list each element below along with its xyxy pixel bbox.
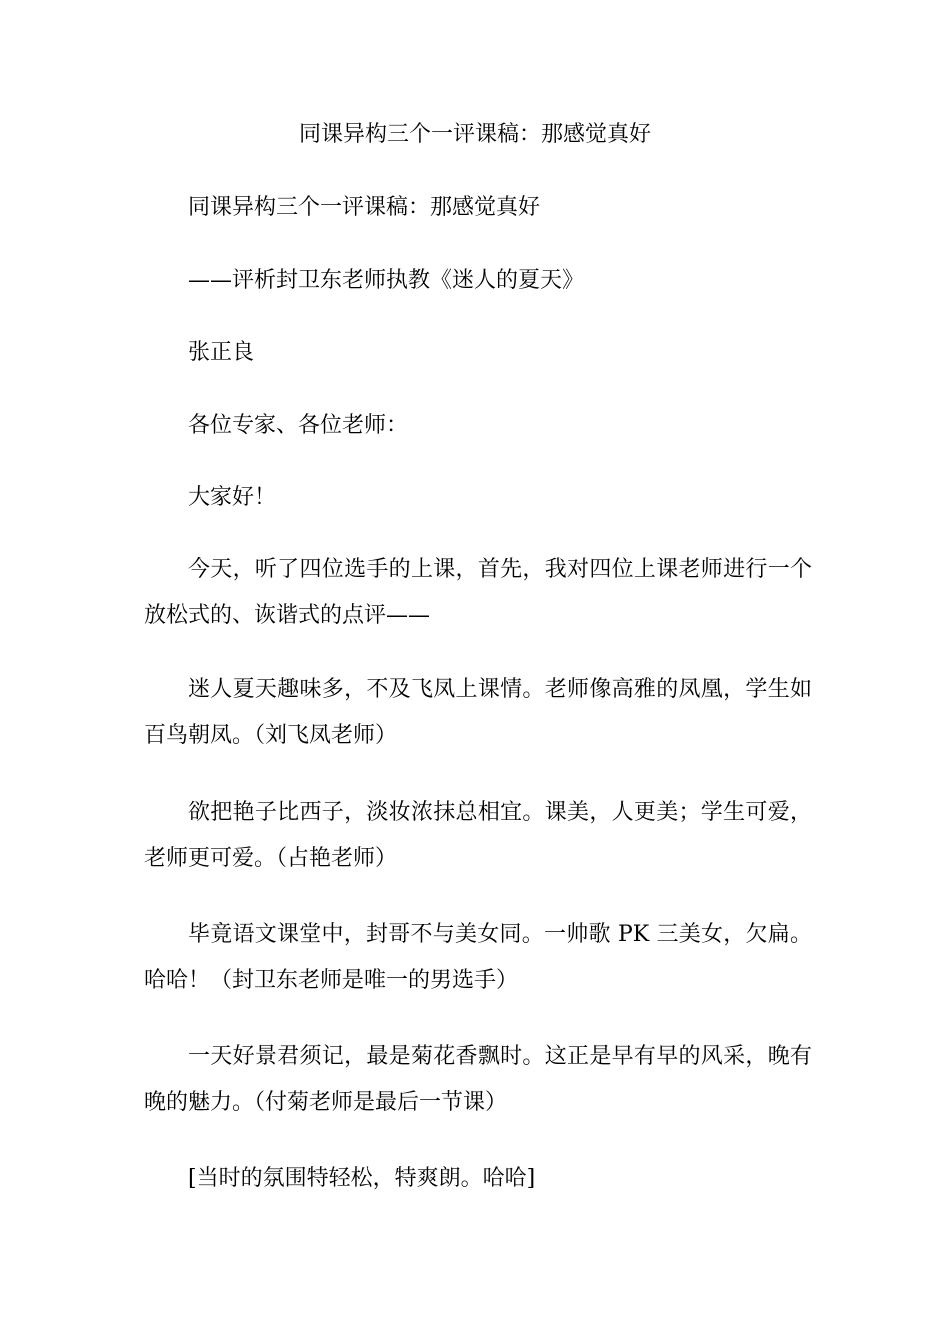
paragraph-subtitle: 同课异构三个一评课稿：那感觉真好 [188, 195, 541, 220]
paragraph-atmosphere-note: [当时的氛围特轻松，特爽朗。哈哈] [188, 1166, 536, 1191]
document-title: 同课异构三个一评课稿：那感觉真好 [298, 122, 651, 147]
paragraph-comment-fu: 一天好景君须记，最是菊花香飘时。这正是早有早的风采，晚有晚的魅力。（付菊老师是最后一节课） [144, 1044, 812, 1115]
paragraph-comment-feng: 毕竟语文课堂中，封哥不与美女同。一帅歌 PK 三美女，欠扁。哈哈！（封卫东老师是唯一的男选手） [144, 922, 812, 993]
paragraph-comment-liu: 迷人夏天趣味多，不及飞凤上课情。老师像高雅的凤凰，学生如百鸟朝凤。（刘飞凤老师） [144, 677, 812, 748]
paragraph-comment-zhan: 欲把艳子比西子，淡妆浓抹总相宜。课美，人更美；学生可爱，老师更可爱。（占艳老师） [144, 800, 812, 871]
paragraph-author: 张正良 [188, 340, 255, 365]
paragraph-review-subject: ——评析封卫东老师执教《迷人的夏天》 [188, 268, 585, 293]
paragraph-salutation: 各位专家、各位老师： [188, 413, 409, 438]
paragraph-intro: 今天，听了四位选手的上课，首先，我对四位上课老师进行一个放松式的、诙谐式的点评—— [144, 557, 812, 628]
paragraph-greeting: 大家好！ [188, 485, 277, 510]
